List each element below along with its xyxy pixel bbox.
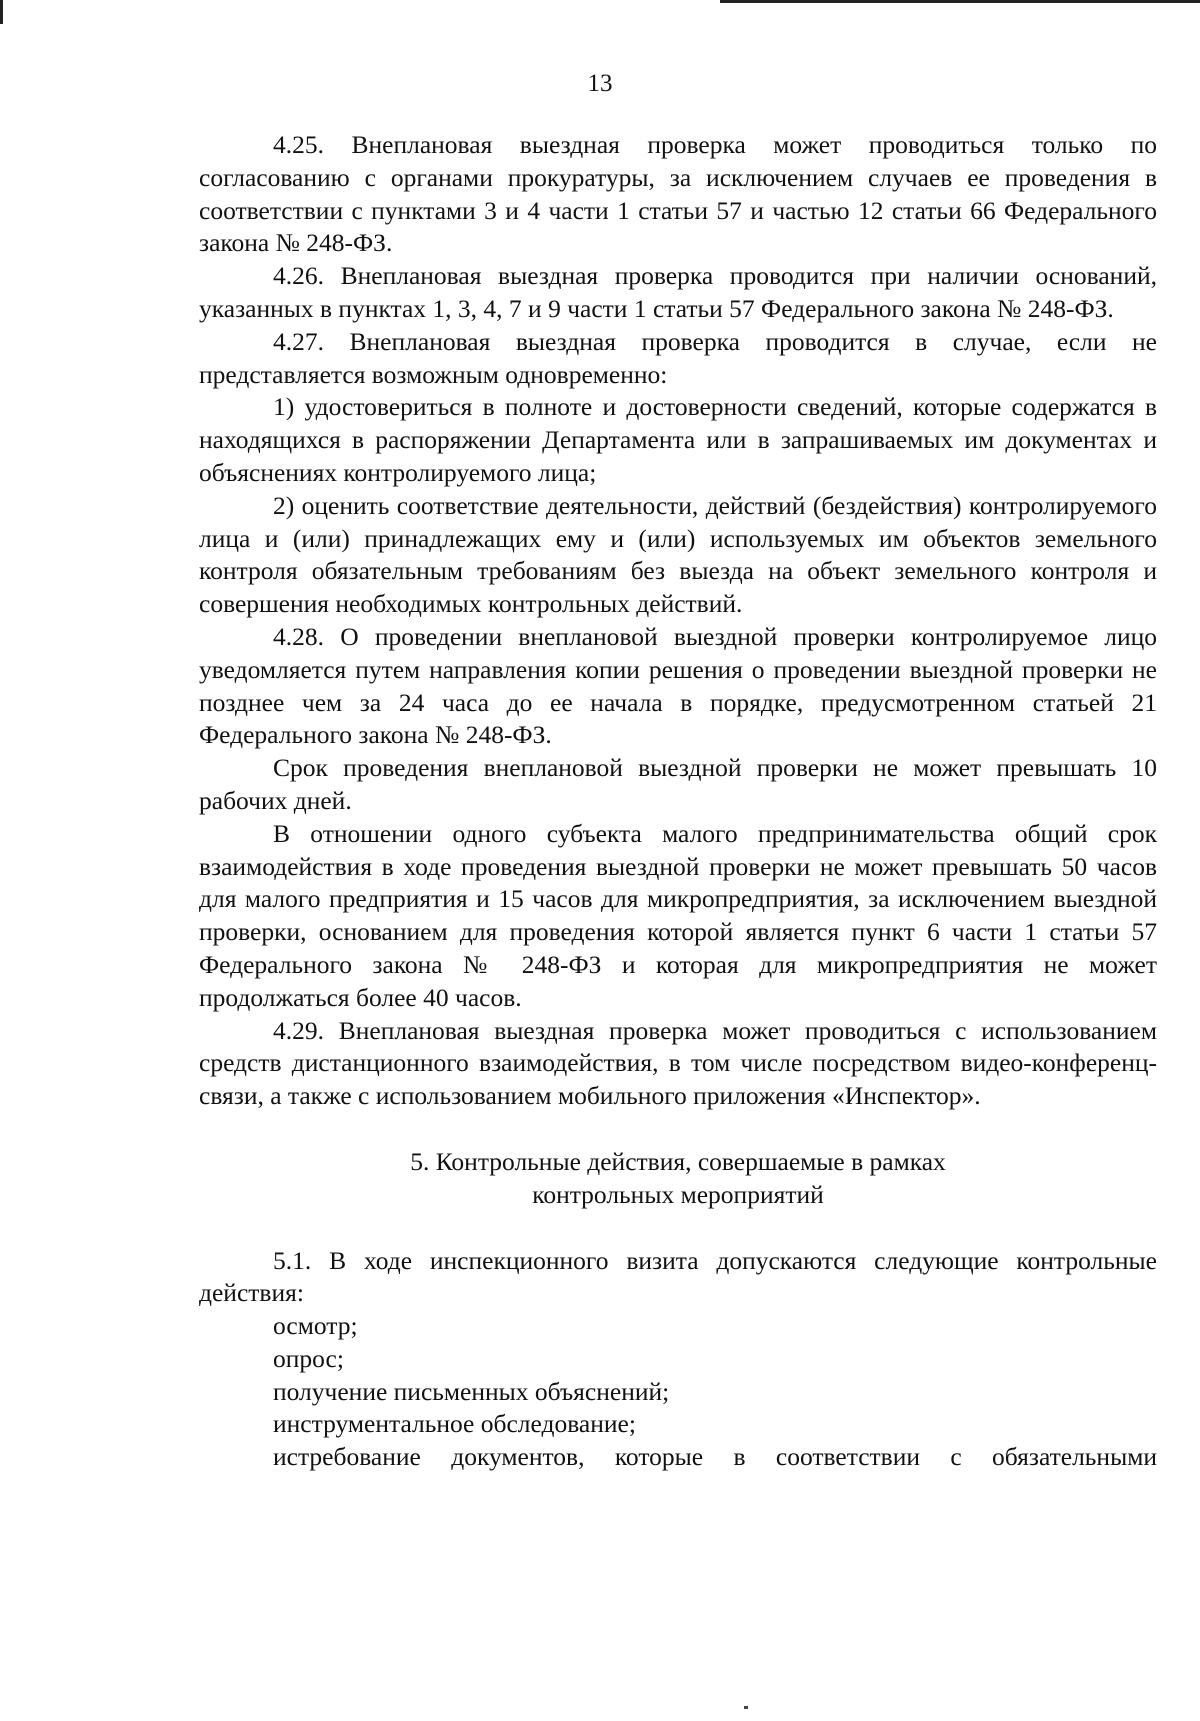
action-list-item: получение письменных объяснений; [273,1376,670,1406]
page-number: 13 [587,70,613,97]
paragraph-4-27-item-1: 1) удостовериться в полноте и достоверности сведений, которые содержатся в находящихся в распоряжении Департамента или в запрашиваемых им документах и объяснениях контролируемого лица; [199,392,1157,487]
section-5-heading [199,1146,1157,1212]
paragraph-4-29: 4.29. Внеплановая выездная проверка может проводиться с использованием средств дистанционного взаимодействия, в том числе посредством видео-конференц-связи, а также с использованием мобильного приложения «Инспектор». [199,1015,1157,1111]
paragraph-4-28: 4.28. О проведении внеплановой выездной проверки контролируемое лицо уведомляется путем направления копии решения о проведении выездной проверки не позднее чем за 24 часа до ее начала в порядке, предусмотренном статьей 21 Федерального закона № 248-ФЗ. [199,621,1157,750]
scan-artifact [744,1706,748,1709]
action-list-item: инструментальное обследование; [273,1409,636,1439]
paragraph-4-28-small-business: В отношении одного субъекта малого предпринимательства общий срок взаимодействия в ходе проведения выездной проверки не может превышать 50 часов для малого предприятия и 15 часов для микропредприятия, за исключением выездной проверки, основанием для проведения которой является пункт 6 части 1 статьи 57 Федерального закона № 248-ФЗ и которая для микропредприятия не может продолжаться более 40 часов. [199,818,1157,1012]
scan-border-left [0,0,3,24]
scan-border-top [720,0,1200,3]
paragraph-4-25: 4.25. Внеплановая выездная проверка может проводиться только по согласованию с органами прокуратуры, за исключением случаев ее проведения в соответствии с пунктами 3 и 4 части 1 статьи 57 и частью 12 статьи 66 Федерального закона № 248-ФЗ. [199,130,1157,258]
paragraph-4-27-item-2: 2) оценить соответствие деятельности, действий (бездействия) контролируемого лица и (или) принадлежащих ему и (или) используемых им объектов земельного контроля обязательным требованиям без выезда на объект земельного контроля и совершения необходимых контрольных действий. [199,490,1157,619]
paragraph-4-26: 4.26. Внеплановая выездная проверка проводится при наличии оснований, указанных в пунктах 1, 3, 4, 7 и 9 части 1 статьи 57 Федерального закона № 248-ФЗ. [199,261,1157,323]
paragraph-4-28-term: Срок проведения внеплановой выездной проверки не может превышать 10 рабочих дней. [199,753,1157,815]
section-5-heading-line-1: 5. Контрольные действия, совершаемые в рамках [410,1146,946,1176]
action-list-item: осмотр; [273,1311,358,1341]
document-body [199,129,1157,1474]
paragraph-5-1: 5.1. В ходе инспекционного визита допускаются следующие контрольные действия: [199,1245,1157,1308]
paragraph-4-27: 4.27. Внеплановая выездная проверка проводится в случае, если не представляется возможным одновременно: [199,326,1157,389]
action-list-item: опрос; [273,1343,344,1373]
section-5-heading-line-2: контрольных мероприятий [532,1179,824,1209]
action-list-item: истребование документов, которые в соответствии с обязательными [273,1442,1157,1472]
